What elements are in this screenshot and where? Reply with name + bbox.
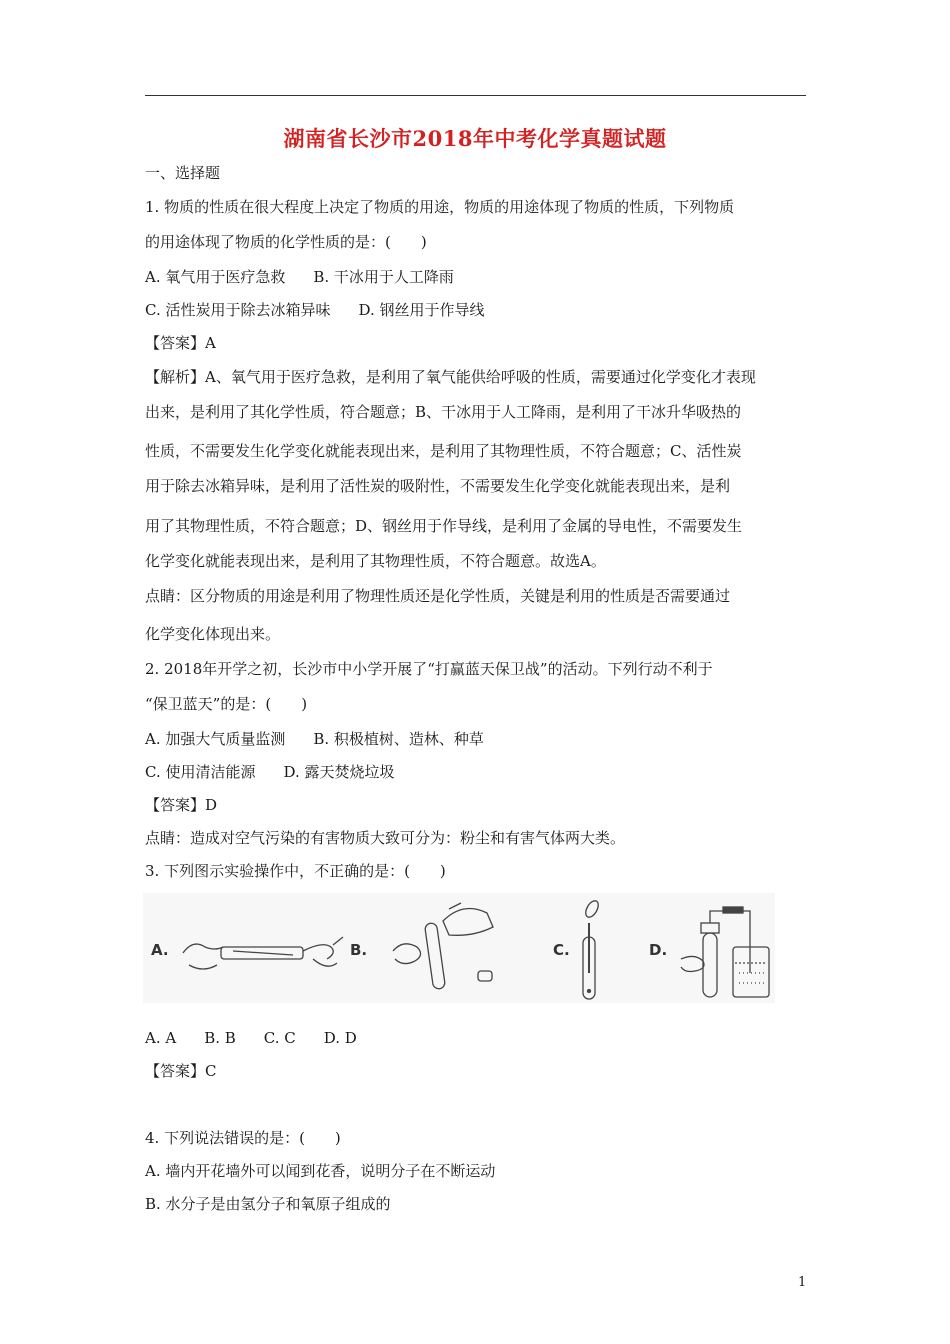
q1-analysis-line: 化学变化就能表现出来，是利用了其物理性质，不符合题意。故选A。 (145, 552, 606, 570)
q3-option-b: B. B (204, 1029, 236, 1047)
q3-option-d: D. D (323, 1029, 357, 1047)
page-number: 1 (798, 1275, 807, 1290)
q1-stem-line2: 的用途体现了物质的化学性质的是：( ) (145, 233, 427, 251)
test-tube-holder-drawing-a (183, 937, 343, 969)
q1-option-a: A. 氧气用于医疗急救 (145, 268, 286, 286)
section-heading: 一、选择题 (145, 164, 221, 182)
q1-analysis-line: 用了其物理性质，不符合题意；D、钢丝用于作导线，是利用了金属的导电性，不需要发生 (145, 517, 743, 535)
q1-option-d: D. 钢丝用于作导线 (358, 301, 485, 319)
q2-stem-line1: 2. 2018年开学之初，长沙市中小学开展了“打赢蓝天保卫战”的活动。下列行动不利于 (145, 660, 713, 678)
q4-stem: 4. 下列说法错误的是：( ) (145, 1129, 341, 1147)
q4-option-a: A. 墙内开花墙外可以闻到花香，说明分子在不断运动 (145, 1162, 496, 1180)
header-rule (145, 95, 806, 96)
q1-note-line: 化学变化体现出来。 (145, 625, 281, 643)
q1-analysis-line: 性质，不需要发生化学变化就能表现出来，是利用了其物理性质，不符合题意；C、活性炭 (145, 442, 742, 460)
q1-analysis-line: 【解析】A、氧气用于医疗急救，是利用了氧气能供给呼吸的性质，需要通过化学变化才表现 (145, 368, 756, 386)
q1-analysis-line: 用于除去冰箱异味，是利用了活性炭的吸附性，不需要发生化学变化就能表现出来，是利 (145, 477, 731, 495)
q2-option-d: D. 露天焚烧垃圾 (283, 763, 395, 781)
q2-note: 点睛：造成对空气污染的有害物质大致可分为：粉尘和有害气体两大类。 (145, 829, 626, 847)
q3-option-c: C. C (263, 1029, 296, 1047)
q4-option-b: B. 水分子是由氢分子和氧原子组成的 (145, 1195, 391, 1213)
q2-option-b: B. 积极植树、造林、种草 (313, 730, 484, 748)
q1-option-c: C. 活性炭用于除去冰箱异味 (145, 301, 331, 319)
q2-options-ab (145, 729, 484, 749)
lab-operations-figure (143, 893, 775, 1003)
q3-stem: 3. 下列图示实验操作中，不正确的是：( ) (145, 862, 446, 880)
q2-stem-line2: “保卫蓝天”的是：( ) (145, 695, 308, 713)
q2-answer: 【答案】D (145, 796, 218, 814)
dropper-drawing-c (583, 899, 601, 999)
q2-option-a: A. 加强大气质量监测 (145, 730, 286, 748)
q1-answer: 【答案】A (145, 334, 216, 352)
q3-answer: 【答案】C (145, 1062, 217, 1080)
q3-options (145, 1028, 357, 1048)
figure-label-d: D. (649, 941, 668, 959)
q2-option-c: C. 使用清洁能源 (145, 763, 256, 781)
figure-label-c: C. (553, 941, 570, 959)
q1-options-ab (145, 267, 454, 287)
figure-label-a: A. (151, 941, 169, 959)
q2-options-cd (145, 762, 395, 782)
q1-note-line: 点睛：区分物质的用途是利用了物理性质还是化学性质，关键是利用的性质是否需要通过 (145, 587, 731, 605)
figure-label-b: B. (350, 941, 368, 959)
q1-stem-line1: 1. 物质的性质在很大程度上决定了物质的用途，物质的用途体现了物质的性质，下列物质 (145, 198, 735, 216)
q1-analysis-line: 出来，是利用了其化学性质，符合题意；B、干冰用于人工降雨，是利用了干冰升华吸热的 (145, 403, 742, 421)
q3-option-a: A. A (145, 1029, 177, 1047)
document-title: 湖南省长沙市2018年中考化学真题试题 (283, 126, 667, 151)
q1-options-cd (145, 300, 485, 320)
gas-collection-drawing-d (681, 907, 769, 997)
q1-option-b: B. 干冰用于人工降雨 (313, 268, 454, 286)
pouring-liquid-drawing-b (393, 903, 493, 990)
